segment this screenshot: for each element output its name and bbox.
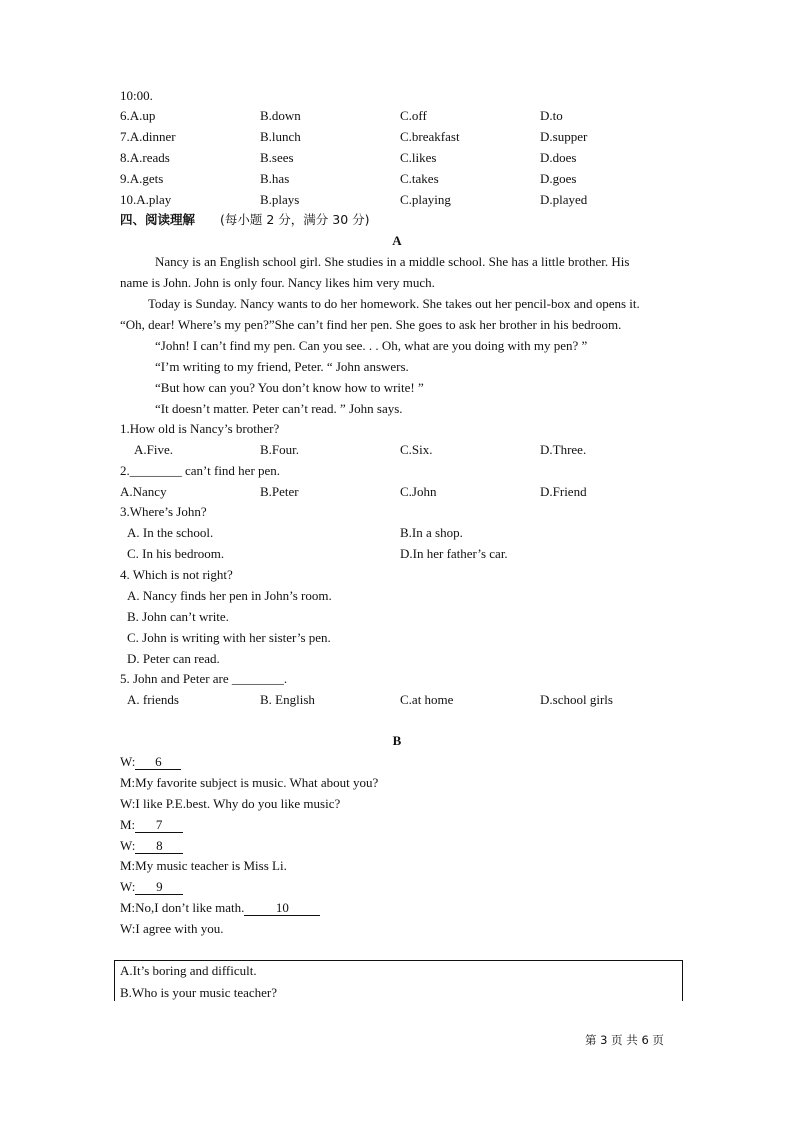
question-option: C.at home bbox=[400, 692, 454, 707]
answer-option: B.Who is your music teacher? bbox=[120, 985, 278, 1000]
option: 7.A.dinner bbox=[120, 129, 176, 144]
question-option: B.Four. bbox=[260, 442, 300, 457]
passage-line: Today is Sunday. Nancy wants to do her homework. She takes out her pencil-box and opens it. bbox=[148, 296, 640, 311]
option: D.played bbox=[540, 192, 588, 207]
option: B.down bbox=[260, 108, 301, 123]
passage-line: “But how can you? You don’t know how to write! ” bbox=[155, 380, 424, 395]
question-stem: 1.How old is Nancy’s brother? bbox=[120, 421, 280, 436]
option: D.does bbox=[540, 150, 577, 165]
question-option: D.Friend bbox=[540, 484, 587, 499]
passage-line: Nancy is an English school girl. She studies in a middle school. She has a little brother. His bbox=[155, 254, 630, 269]
option: 10.A.play bbox=[120, 192, 172, 207]
question-stem: 5. John and Peter are ________. bbox=[120, 671, 288, 686]
option: B.sees bbox=[260, 150, 294, 165]
question-option: A.Nancy bbox=[120, 484, 167, 499]
answer-option: A.It’s boring and difficult. bbox=[120, 963, 257, 978]
passage-line: “It doesn’t matter. Peter can’t read. ” John says. bbox=[155, 401, 403, 416]
dialogue-line: W:I agree with you. bbox=[120, 921, 224, 936]
dialogue-line: W: 6 bbox=[120, 754, 181, 770]
question-option: A. friends bbox=[127, 692, 179, 707]
option: 6.A.up bbox=[120, 108, 156, 123]
question-option: C.Six. bbox=[400, 442, 433, 457]
option: D.to bbox=[540, 108, 563, 123]
option: C.playing bbox=[400, 192, 451, 207]
question-option: B. John can’t write. bbox=[127, 609, 229, 624]
option: C.takes bbox=[400, 171, 439, 186]
passage-line: “Oh, dear! Where’s my pen?”She can’t find her pen. She goes to ask her brother in his bedroom. bbox=[120, 317, 622, 332]
question-option: A.Five. bbox=[134, 442, 173, 457]
option: B.plays bbox=[260, 192, 300, 207]
option: 8.A.reads bbox=[120, 150, 170, 165]
question-option: A. Nancy finds her pen in John’s room. bbox=[127, 588, 332, 603]
question-option: C. John is writing with her sister’s pen. bbox=[127, 630, 331, 645]
question-option: D.school girls bbox=[540, 692, 613, 707]
option: C.likes bbox=[400, 150, 437, 165]
question-option: B. English bbox=[260, 692, 315, 707]
dialogue-line: W: 8 bbox=[120, 838, 183, 854]
question-option: B.Peter bbox=[260, 484, 299, 499]
question-option: D.In her father’s car. bbox=[400, 546, 508, 561]
top-line: 10:00. bbox=[120, 88, 153, 103]
passage-line: name is John. John is only four. Nancy likes him very much. bbox=[120, 275, 435, 290]
question-option: C. In his bedroom. bbox=[127, 546, 225, 561]
option: D.supper bbox=[540, 129, 588, 144]
answer-blank[interactable]: 9 bbox=[135, 880, 183, 895]
option: C.off bbox=[400, 108, 427, 123]
question-option: C.John bbox=[400, 484, 437, 499]
answer-blank[interactable]: 8 bbox=[135, 839, 183, 854]
dialogue-line: M:No,I don’t like math. 10 bbox=[120, 900, 320, 916]
question-option: D.Three. bbox=[540, 442, 587, 457]
option: D.goes bbox=[540, 171, 577, 186]
answer-blank[interactable]: 6 bbox=[135, 755, 181, 770]
dialogue-line: W:I like P.E.best. Why do you like music? bbox=[120, 796, 341, 811]
answer-blank[interactable]: 7 bbox=[135, 818, 183, 833]
dialogue-line: M: 7 bbox=[120, 817, 183, 833]
passage-a-letter: A bbox=[392, 233, 402, 248]
dialogue-line: M:My music teacher is Miss Li. bbox=[120, 858, 287, 873]
passage-line: “John! I can’t find my pen. Can you see. . . Oh, what are you doing with my pen? ” bbox=[155, 338, 588, 353]
option: C.breakfast bbox=[400, 129, 460, 144]
question-option: D. Peter can read. bbox=[127, 651, 220, 666]
question-option: B.In a shop. bbox=[400, 525, 463, 540]
option: 9.A.gets bbox=[120, 171, 164, 186]
dialogue-line: W: 9 bbox=[120, 879, 183, 895]
question-stem: 3.Where’s John? bbox=[120, 504, 207, 519]
page-footer: 第 3 页 共 6 页 bbox=[585, 1033, 664, 1047]
passage-line: “I’m writing to my friend, Peter. “ John answers. bbox=[155, 359, 409, 374]
section-title: 四、阅读理解 bbox=[120, 212, 196, 227]
question-option: A. In the school. bbox=[127, 525, 214, 540]
option: B.lunch bbox=[260, 129, 301, 144]
section-note: (每小题 2 分，满分 30 分) bbox=[220, 212, 370, 227]
question-stem: 4. Which is not right? bbox=[120, 567, 233, 582]
question-stem: 2.________ can’t find her pen. bbox=[120, 463, 281, 478]
dialogue-line: M:My favorite subject is music. What about you? bbox=[120, 775, 379, 790]
answer-blank[interactable]: 10 bbox=[244, 901, 320, 916]
option: B.has bbox=[260, 171, 290, 186]
passage-b-letter: B bbox=[392, 733, 402, 748]
answer-blank[interactable]: ________ bbox=[129, 463, 182, 478]
